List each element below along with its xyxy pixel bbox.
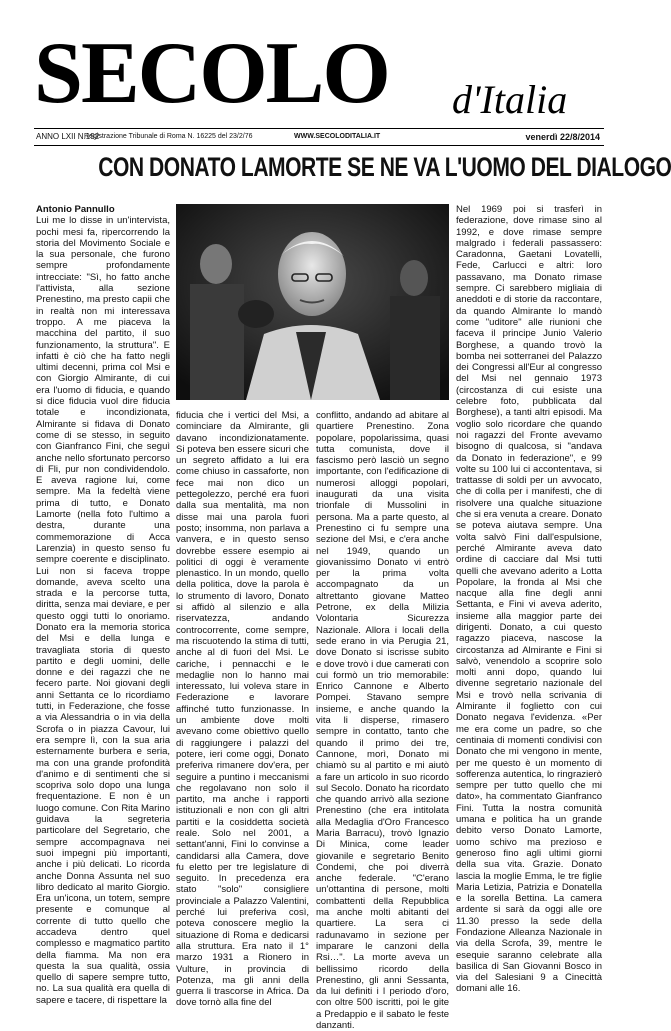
article-column-2: [176, 410, 309, 1009]
article-column-3: [316, 410, 449, 1031]
column-3-text: conflitto, andando ad abitare al quartiere Prenestino. Zona popolare, popolarissima, quasi tutta comunista, dove il fascismo però lasciò un segno importante, con l'edificazione di numerosi alloggi popolari, inaugurati da una visita trionfale di Mussolini in persona. Ma a parte questo, al Prenestino ci fu sempre una sezione del Msi, e c'era anche nel 1949, quando un giovanissimo Donato vi entrò per la prima volta accompagnato da un altrettanto giovane Matteo Petrone, ex della Milizia Volontaria Sicurezza Nazionale. Allora i locali della sede erano in via Perugia 21, dove Donato si iscrisse subito e dove trovò i due camerati con cui formò un trio memorabile: Enrico Cannone e Alberto Pompei. Stavano sempre insieme, e anche quando la vita li disperse, rimasero sempre in contatto, tanto che quando il primo dei tre, Cannone, morì, Donato mi chiamò su al partito e mi aiutò a fare un articolo in suo ricordo sul Secolo. Donato ha ricordato che quando arrivò alla sezione Prenestino (che era intitolata alla Medaglia d'Oro Francesco Maria Barracu), trovò Ignazio Di Minica, come leader giovanile e segretario Benito Condemi, che poi diverrà anche federale. "C'erano un'ottantina di persone, molti combattenti della Repubblica ma anche molti abitanti del quartiere. La sera ci radunavamo in sezione per imparare le canzoni della Rsi…". La morte aveva un bellissimo ricordo della Prenestino, gli anni Sessanta, da lui definiti i l periodo d'oro, con oltre 500 iscritti, poi le gite a Predappio e il sabato le feste danzanti.: [316, 410, 449, 1031]
column-1-text: Lui me lo disse in un'intervista, pochi mesi fa, ripercorrendo la storia del Movimento Sociale e la sua personale, che furono sempre profondamente intrecciate: "Sì, ho fatto anche l'attivista, alla sezione Prenestino, ma presto capii che in realtà non mi interessava troppo. A me piaceva la macchina del partito, il suo funzionamento, la struttura". E infatti è ciò che ha fatto negli ultimi decenni, prima col Msi e con Giorgio Almirante, di cui era l'uomo di fiducia, e quando si dice fiducia vuol dire fiducia totale e incondizionata, Almirante si fidava di Donato come di se stesso, in seguito con Gianfranco Fini, che seguì anche nello sfortunato percorso di Fli, pur non condividendolo. E aveva ragione lui, come sempre. Ma la fedeltà viene prima di tutto, e Donato Lamorte (nella foto l'ultimo a destra, durante una commemorazione di Acca Larenzia) in questo senso fu sempre coerente e disciplinato. Lui non si faceva troppe domande, aveva scelto una strada e la percorse tutta, diritta, senza mai deviare, e per questo oggi tutti lo onoriamo. Donato era la memoria storica del Msi e della lunga e travagliata storia di questo partito e degli uomini, delle donne e dei ragazzi che ne fecero parte. Noi giovani degli anni Settanta ce lo ricordiamo tutti, in Federazione, che fosse a via Alessandria o in via della Scrofa o in piazza Cavour, lui era sempre lì, con la sua aria esternamente burbera e seria, ma con una grande profondità d'animo e di sentimenti che si scopriva solo dopo una lunga frequentazione. E non è un luogo comune. Con Rita Marino guidava la segreteria particolare del Segretario, che sempre accompagnava nei suoi impegni più importanti, anche i più delicati. Lo ricorda anche Donna Assunta nel suo libro dedicato al marito Giorgio. Era un'icona, un totem, sempre presente e comunque al corrente di tutto quello che accadeva dentro quel complesso e magmatico partito della fiamma. Ma non era questa la sua qualità, ossia quello di sapere sempre tutto, no. La sua qualità era quella di sapere e tacere, di rispettare la: [36, 215, 170, 1006]
masthead-top-rule: [34, 128, 604, 129]
masthead: [34, 25, 604, 128]
column-4-text: Nel 1969 poi si trasferì in federazione, dove rimase sino al 1992, e dove rimase sempre malgrado i federali passassero: Caradonna, Gaetani Lovatelli, Fede, Carlucci e altri: loro passavano, ma Donato rimase sempre. Ci sarebbero migliaia di aneddoti e di storie da raccontare, da quando Almirante lo mandò come "uditore" alle riunioni che faceva il principe Junio Valerio Borghese, a quando trovò la bomba nei sotterranei del Palazzo dei Congressi all'Eur al congresso del Msi nel gennaio 1973 (circostanza di cui esiste una celebre foto, pubblicata dal Borghese), a tanti altri episodi. Ma voglio solo ricordare che quando noi ragazzi del Fronte avevamo bisogno di qualcosa, si "andava da Donato in federazione", e 99 volte su 100 lui ci accontentava, si trattasse di soldi per un avvocato, che di colla per i manifesti, che di risolvere una qualche situazione che si era venuta a creare. Donato se poteva aiutava sempre. Una volta salvò Fini dall'espulsione, perché Almirante aveva dato ordine di cacciare dal Msi tutti quelli che avevano aderito a Lotta Popolare, la fronda al Msi che nacque alla fine degli anni Settanta, e Fini vi aveva aderito, insieme alla maggior parte dei dirigenti. Donato, a cui questo ragazzo piaceva, nascose la circostanza ad Almirante e Fini si salvò, venendolo a scoprire solo molti anni dopo, quando lui divenne segretario nazionale del Msi e trovò nella scrivania di Almirante il foglietto con cui Donato negava l'evidenza. «Per me era come un padre, so che centinaia di momenti condivisi con Donato che mi vengono in mente, per me questo è un momento di sofferenza autentica, lo ringrazierò sempre per tutto quello che mi dato», ha commentato Gianfranco Fini. Tutta la nostra comunità umana e politica ha un grande debito verso Donato Lamorte, uomo schivo ma prezioso e generoso fino agli ultimi giorni della sua vita. Grazie. Donato lascia la moglie Emma, le tre figlie Maria Letizia, Patrizia e Donatella e la sorella Bettina. La camera ardente si sarà da oggi alle ore 11.30 presso la sede della Fondazione Alleanza Nazionale in via della Scrofa, 39, mentre le esequie saranno celebrate alla basilica di San Giovanni Bosco in via del Salesiani 9 a Cinecittà domani alle 16.: [456, 204, 602, 995]
article-column-1: [36, 204, 170, 1006]
article-column-4: [456, 204, 602, 995]
newspaper-logo-subtitle: d'Italia: [452, 77, 568, 122]
website-link[interactable]: WWW.SECOLODITALIA.IT: [294, 133, 381, 140]
issue-date: venerdì 22/8/2014: [525, 132, 600, 142]
issue-info-bar: [36, 130, 602, 144]
article-author: Antonio Pannullo: [36, 204, 115, 215]
photo-illustration: [176, 204, 449, 400]
article-photo: [176, 204, 449, 400]
article-headline: CON DONATO LAMORTE SE NE VA L'UOMO DEL DIALOGO: [98, 152, 671, 182]
newspaper-logo: SECOLO: [34, 25, 389, 122]
masthead-bottom-rule: [34, 145, 604, 146]
issue-number: ANNO LXII N.192: [36, 132, 100, 141]
registration-note: Registrazione Tribunale di Roma N. 16225 del 23/2/76: [84, 133, 253, 140]
column-2-text: fiducia che i vertici del Msi, a cominciare da Almirante, gli davano incondizionatamente. Si poteva ben essere sicuri che un segreto affidato a lui era come chiuso in cassaforte, non fece mai non dico un pettegolezzo, perché era fuori dalla sua mentalità, ma non disse mai una parola fuori posto; insomma, non parlava a vanvera, e in questo senso dovrebbe essere esempio ai politici di oggi è veramente plenastico. In un mondo, quello della politica, dove la parola è lo strumento di lavoro, Donato si affidò al silenzio e alla riservatezza, andando controcorrente, come sempre, ma riscuotendo la stima di tutti, anche al di fuori del Msi. Le cariche, i pennacchi e le medaglie non lo hanno mai interessato, lui voleva stare in Federazione e lavorare affinché tutto funzionasse. In un ambiente dove molti avevano come obiettivo quello di raggiungere i palazzi del potere, ieri come oggi, Donato preferiva rimanere dov'era, per seguire a puntino i meccanismi che regolavano non solo il partito, ma anche i rapporti istituzionali e non con gli altri partiti e la cosiddetta società reale. Solo nel 2001, a settant'anni, Fini lo convinse a candidarsi alla Camera, dove fu eletto per tre legislature di seguito. In precedenza era stato "solo" consigliere provinciale a Palazzo Valentini, perché lui preferiva così, poteva conoscere meglio la situazione di Roma e dedicarsi alla struttura. Era nato il 1° marzo 1931 a Rionero in Vulture, in provincia di Potenza, ma gli anni della guerra li trascorse in Africa. Da dove tornò alla fine del: [176, 410, 309, 1009]
